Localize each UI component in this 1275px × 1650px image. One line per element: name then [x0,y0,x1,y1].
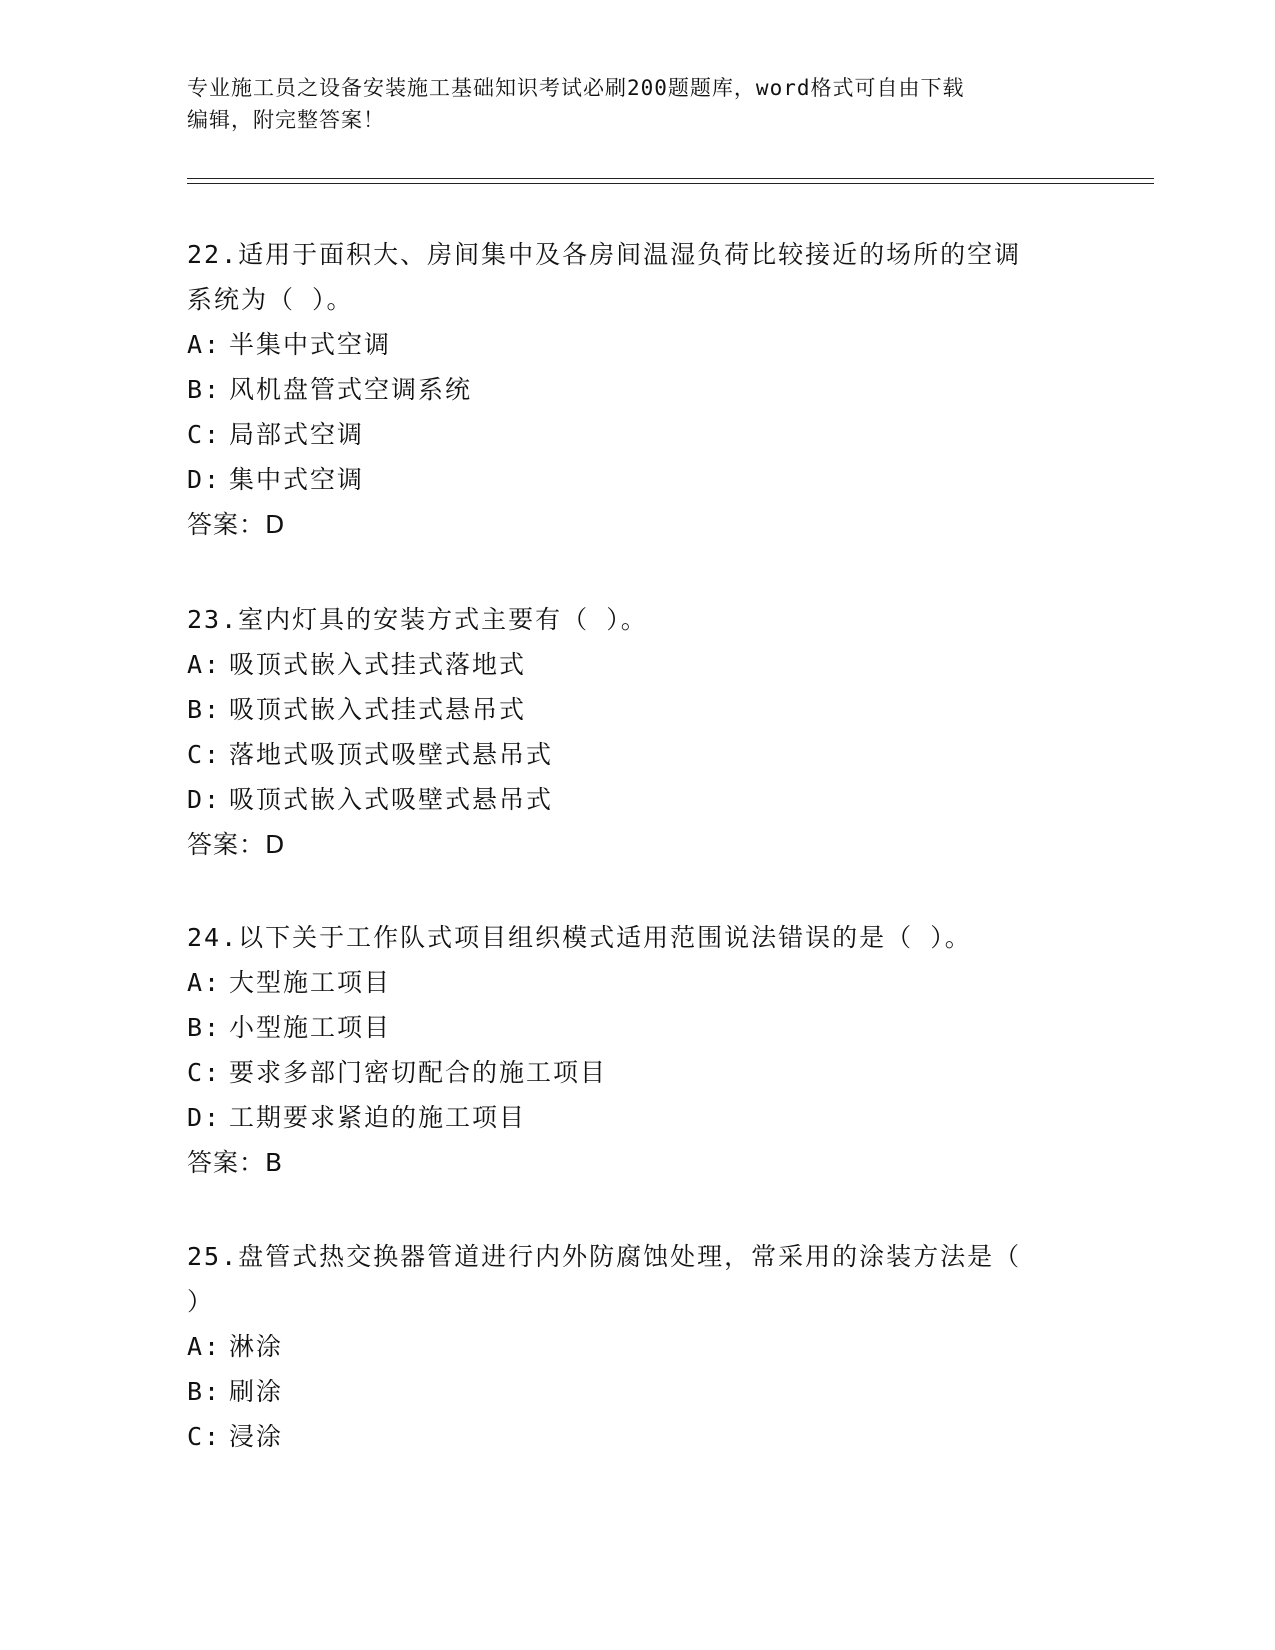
option-a [187,322,1077,367]
option-text: 吸顶式嵌入式挂式落地式 [229,650,527,679]
question-text-line-1: 25.盘管式热交换器管道进行内外防腐蚀处理，常采用的涂装方法是（ [187,1242,1022,1271]
option-letter: B: [187,375,222,404]
question-24 [187,915,1077,1185]
option-text: 大型施工项目 [229,968,392,997]
option-letter: B: [187,1377,222,1406]
option-letter: C: [187,420,222,449]
option-letter: B: [187,1013,222,1042]
option-text: 吸顶式嵌入式挂式悬吊式 [229,695,527,724]
option-b [187,1369,1077,1414]
option-letter: C: [187,1058,222,1087]
option-d [187,777,1077,822]
option-d [187,457,1077,502]
option-text: 风机盘管式空调系统 [229,375,473,404]
option-a [187,1324,1077,1369]
option-c [187,1050,1077,1095]
option-text: 小型施工项目 [229,1013,392,1042]
answer: 答案：D [187,510,286,539]
question-text-line-2: 系统为（ ）。 [187,285,354,314]
answer: 答案：B [187,1148,284,1177]
option-letter: A: [187,330,222,359]
question-25 [187,1234,1077,1459]
header-divider-top [187,178,1154,179]
question-text [187,915,1077,960]
answer: 答案：D [187,830,286,859]
option-text: 淋涂 [229,1332,284,1361]
option-text: 要求多部门密切配合的施工项目 [229,1058,608,1087]
option-letter: D: [187,1103,222,1132]
option-letter: A: [187,1332,222,1361]
question-text [187,1234,1077,1324]
option-letter: C: [187,740,222,769]
option-b [187,687,1077,732]
document-header [187,72,1067,136]
option-text: 工期要求紧迫的施工项目 [229,1103,527,1132]
option-text: 落地式吸顶式吸壁式悬吊式 [229,740,554,769]
question-text-line-1: 22.适用于面积大、房间集中及各房间温湿负荷比较接近的场所的空调 [187,240,1022,269]
option-letter: C: [187,1422,222,1451]
question-text [187,232,1077,322]
option-text: 半集中式空调 [229,330,392,359]
question-text-line-1: 23.室内灯具的安装方式主要有（ ）。 [187,605,648,634]
option-d [187,1095,1077,1140]
option-a [187,642,1077,687]
option-letter: B: [187,695,222,724]
option-text: 浸涂 [229,1422,284,1451]
question-22 [187,232,1077,547]
option-text: 集中式空调 [229,465,365,494]
question-text [187,597,1077,642]
option-c [187,732,1077,777]
option-text: 吸顶式嵌入式吸壁式悬吊式 [229,785,554,814]
header-divider-bottom [187,183,1154,184]
option-text: 局部式空调 [229,420,365,449]
option-b [187,1005,1077,1050]
option-text: 刷涂 [229,1377,284,1406]
option-c [187,1414,1077,1459]
option-letter: A: [187,968,222,997]
header-line-2: 编辑，附完整答案！ [187,108,385,132]
option-letter: A: [187,650,222,679]
option-c [187,412,1077,457]
question-text-line-1: 24.以下关于工作队式项目组织模式适用范围说法错误的是（ ）。 [187,923,972,952]
question-text-line-2: ） [187,1287,215,1316]
option-letter: D: [187,785,222,814]
option-b [187,367,1077,412]
header-line-1: 专业施工员之设备安装施工基础知识考试必刷200题题库，word格式可自由下载 [187,76,965,100]
option-letter: D: [187,465,222,494]
option-a [187,960,1077,1005]
question-23 [187,597,1077,867]
